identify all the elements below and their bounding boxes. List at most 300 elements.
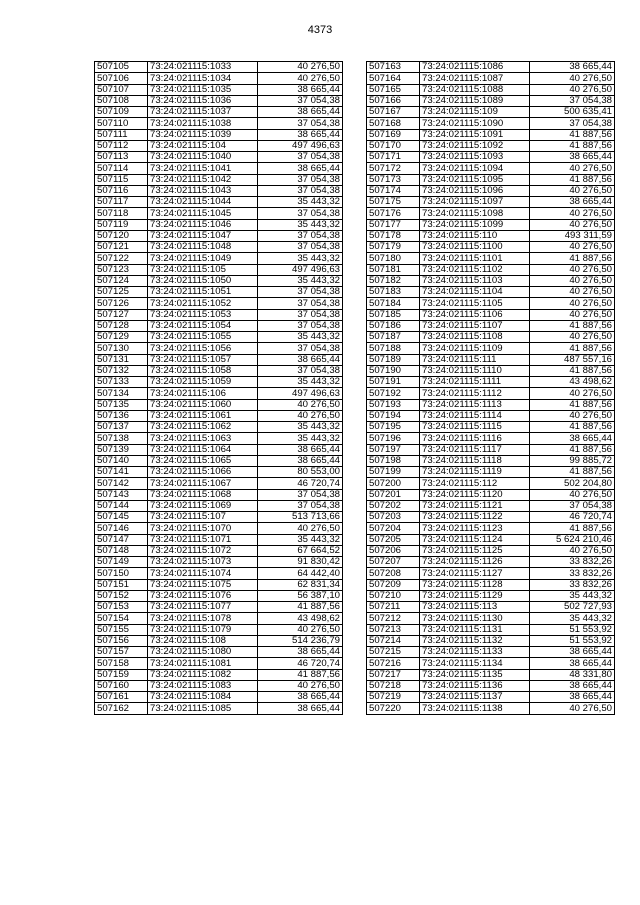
table-row — [95, 107, 343, 118]
cadastral-number-cell: 73:24:021115:109 — [420, 107, 530, 118]
cadastral-value-cell: 40 276,50 — [530, 185, 615, 196]
cadastral-number-cell: 73:24:021115:1058 — [148, 365, 258, 376]
cadastral-value-cell: 35 443,32 — [530, 590, 615, 601]
table-row — [367, 523, 615, 534]
cadastral-value-cell: 37 054,38 — [258, 118, 343, 129]
row-number-cell: 507188 — [367, 343, 420, 354]
row-number-cell: 507128 — [95, 320, 148, 331]
cadastral-number-cell: 73:24:021115:1064 — [148, 444, 258, 455]
table-row — [95, 118, 343, 129]
cadastral-value-cell: 38 665,44 — [258, 647, 343, 658]
cadastral-number-cell: 73:24:021115:1123 — [420, 523, 530, 534]
table-row — [367, 624, 615, 635]
row-number-cell: 507157 — [95, 647, 148, 658]
row-number-cell: 507151 — [95, 579, 148, 590]
right-register-table — [366, 61, 615, 715]
table-row — [367, 107, 615, 118]
cadastral-value-cell: 46 720,74 — [258, 658, 343, 669]
cadastral-number-cell: 73:24:021115:111 — [420, 354, 530, 365]
table-row — [367, 152, 615, 163]
cadastral-number-cell: 73:24:021115:110 — [420, 230, 530, 241]
table-row — [95, 185, 343, 196]
row-number-cell: 507161 — [95, 692, 148, 703]
table-row — [95, 647, 343, 658]
cadastral-value-cell: 91 830,42 — [258, 557, 343, 568]
row-number-cell: 507153 — [95, 602, 148, 613]
cadastral-number-cell: 73:24:021115:1076 — [148, 590, 258, 601]
row-number-cell: 507143 — [95, 489, 148, 500]
cadastral-number-cell: 73:24:021115:1066 — [148, 467, 258, 478]
cadastral-value-cell: 40 276,50 — [258, 62, 343, 73]
left-register-table — [94, 61, 343, 715]
cadastral-number-cell: 73:24:021115:1059 — [148, 377, 258, 388]
row-number-cell: 507172 — [367, 163, 420, 174]
cadastral-number-cell: 73:24:021115:1057 — [148, 354, 258, 365]
row-number-cell: 507148 — [95, 545, 148, 556]
row-number-cell: 507191 — [367, 377, 420, 388]
cadastral-number-cell: 73:24:021115:1114 — [420, 410, 530, 421]
cadastral-value-cell: 487 557,16 — [530, 354, 615, 365]
table-row — [95, 433, 343, 444]
cadastral-value-cell: 40 276,50 — [258, 73, 343, 84]
cadastral-number-cell: 73:24:021115:1047 — [148, 230, 258, 241]
cadastral-number-cell: 73:24:021115:1129 — [420, 590, 530, 601]
cadastral-value-cell: 62 831,34 — [258, 579, 343, 590]
row-number-cell: 507196 — [367, 433, 420, 444]
row-number-cell: 507218 — [367, 680, 420, 691]
table-row — [367, 140, 615, 151]
cadastral-number-cell: 73:24:021115:1119 — [420, 467, 530, 478]
cadastral-value-cell: 35 443,32 — [258, 197, 343, 208]
row-number-cell: 507183 — [367, 287, 420, 298]
table-row — [367, 73, 615, 84]
row-number-cell: 507206 — [367, 545, 420, 556]
cadastral-number-cell: 73:24:021115:1035 — [148, 84, 258, 95]
row-number-cell: 507204 — [367, 523, 420, 534]
table-row — [367, 174, 615, 185]
cadastral-value-cell: 56 387,10 — [258, 590, 343, 601]
table-row — [95, 73, 343, 84]
table-row — [367, 242, 615, 253]
cadastral-number-cell: 73:24:021115:1078 — [148, 613, 258, 624]
cadastral-value-cell: 64 442,40 — [258, 568, 343, 579]
row-number-cell: 507212 — [367, 613, 420, 624]
cadastral-number-cell: 73:24:021115:1085 — [148, 703, 258, 714]
cadastral-value-cell: 38 665,44 — [530, 658, 615, 669]
row-number-cell: 507220 — [367, 703, 420, 714]
row-number-cell: 507173 — [367, 174, 420, 185]
row-number-cell: 507131 — [95, 354, 148, 365]
table-row — [95, 197, 343, 208]
cadastral-value-cell: 37 054,38 — [258, 365, 343, 376]
cadastral-number-cell: 73:24:021115:1116 — [420, 433, 530, 444]
cadastral-value-cell: 37 054,38 — [258, 500, 343, 511]
cadastral-number-cell: 73:24:021115:1061 — [148, 410, 258, 421]
cadastral-value-cell: 497 496,63 — [258, 140, 343, 151]
table-row — [367, 557, 615, 568]
row-number-cell: 507158 — [95, 658, 148, 669]
cadastral-value-cell: 35 443,32 — [258, 377, 343, 388]
cadastral-value-cell: 38 665,44 — [258, 692, 343, 703]
table-row — [367, 118, 615, 129]
cadastral-number-cell: 73:24:021115:1053 — [148, 309, 258, 320]
cadastral-value-cell: 38 665,44 — [530, 197, 615, 208]
cadastral-value-cell: 41 887,56 — [530, 343, 615, 354]
table-row — [367, 590, 615, 601]
cadastral-value-cell: 46 720,74 — [258, 478, 343, 489]
table-row — [95, 242, 343, 253]
table-row — [367, 365, 615, 376]
table-row — [367, 478, 615, 489]
table-row — [367, 253, 615, 264]
row-number-cell: 507124 — [95, 275, 148, 286]
table-row — [95, 219, 343, 230]
cadastral-value-cell: 37 054,38 — [258, 230, 343, 241]
cadastral-value-cell: 38 665,44 — [530, 433, 615, 444]
table-row — [95, 140, 343, 151]
table-row — [367, 658, 615, 669]
table-row — [367, 422, 615, 433]
cadastral-value-cell: 48 331,80 — [530, 669, 615, 680]
cadastral-number-cell: 73:24:021115:1107 — [420, 320, 530, 331]
cadastral-number-cell: 73:24:021115:1088 — [420, 84, 530, 95]
cadastral-value-cell: 33 832,26 — [530, 568, 615, 579]
cadastral-number-cell: 73:24:021115:1039 — [148, 129, 258, 140]
cadastral-number-cell: 73:24:021115:1111 — [420, 377, 530, 388]
cadastral-number-cell: 73:24:021115:1124 — [420, 534, 530, 545]
row-number-cell: 507121 — [95, 242, 148, 253]
row-number-cell: 507110 — [95, 118, 148, 129]
cadastral-value-cell: 40 276,50 — [530, 309, 615, 320]
row-number-cell: 507136 — [95, 410, 148, 421]
cadastral-number-cell: 73:24:021115:1121 — [420, 500, 530, 511]
table-row — [367, 332, 615, 343]
cadastral-value-cell: 37 054,38 — [258, 343, 343, 354]
row-number-cell: 507169 — [367, 129, 420, 140]
table-row — [367, 298, 615, 309]
row-number-cell: 507144 — [95, 500, 148, 511]
table-row — [95, 658, 343, 669]
row-number-cell: 507205 — [367, 534, 420, 545]
row-number-cell: 507146 — [95, 523, 148, 534]
row-number-cell: 507109 — [95, 107, 148, 118]
table-row — [367, 264, 615, 275]
row-number-cell: 507135 — [95, 399, 148, 410]
cadastral-value-cell: 38 665,44 — [258, 703, 343, 714]
row-number-cell: 507171 — [367, 152, 420, 163]
cadastral-number-cell: 73:24:021115:105 — [148, 264, 258, 275]
row-number-cell: 507192 — [367, 388, 420, 399]
cadastral-number-cell: 73:24:021115:1052 — [148, 298, 258, 309]
cadastral-number-cell: 73:24:021115:1128 — [420, 579, 530, 590]
cadastral-number-cell: 73:24:021115:1130 — [420, 613, 530, 624]
cadastral-value-cell: 37 054,38 — [530, 95, 615, 106]
table-row — [95, 275, 343, 286]
cadastral-number-cell: 73:24:021115:1115 — [420, 422, 530, 433]
row-number-cell: 507142 — [95, 478, 148, 489]
cadastral-number-cell: 73:24:021115:1106 — [420, 309, 530, 320]
cadastral-value-cell: 40 276,50 — [530, 242, 615, 253]
row-number-cell: 507162 — [95, 703, 148, 714]
cadastral-number-cell: 73:24:021115:1070 — [148, 523, 258, 534]
table-row — [95, 478, 343, 489]
table-row — [367, 433, 615, 444]
row-number-cell: 507208 — [367, 568, 420, 579]
row-number-cell: 507175 — [367, 197, 420, 208]
cadastral-number-cell: 73:24:021115:1060 — [148, 399, 258, 410]
row-number-cell: 507139 — [95, 444, 148, 455]
cadastral-number-cell: 73:24:021115:1044 — [148, 197, 258, 208]
table-row — [367, 602, 615, 613]
row-number-cell: 507199 — [367, 467, 420, 478]
table-row — [95, 523, 343, 534]
cadastral-number-cell: 73:24:021115:1054 — [148, 320, 258, 331]
row-number-cell: 507149 — [95, 557, 148, 568]
cadastral-value-cell: 41 887,56 — [530, 129, 615, 140]
table-row — [367, 545, 615, 556]
row-number-cell: 507217 — [367, 669, 420, 680]
cadastral-value-cell: 37 054,38 — [258, 320, 343, 331]
table-row — [95, 354, 343, 365]
table-row — [95, 444, 343, 455]
cadastral-value-cell: 493 311,59 — [530, 230, 615, 241]
table-row — [367, 692, 615, 703]
table-row — [367, 197, 615, 208]
cadastral-number-cell: 73:24:021115:1120 — [420, 489, 530, 500]
table-row — [95, 152, 343, 163]
cadastral-value-cell: 40 276,50 — [530, 264, 615, 275]
cadastral-number-cell: 73:24:021115:1112 — [420, 388, 530, 399]
cadastral-value-cell: 41 887,56 — [530, 320, 615, 331]
cadastral-value-cell: 500 635,41 — [530, 107, 615, 118]
row-number-cell: 507176 — [367, 208, 420, 219]
cadastral-number-cell: 73:24:021115:1049 — [148, 253, 258, 264]
row-number-cell: 507163 — [367, 62, 420, 73]
row-number-cell: 507108 — [95, 95, 148, 106]
cadastral-value-cell: 40 276,50 — [530, 332, 615, 343]
table-row — [367, 185, 615, 196]
table-row — [95, 309, 343, 320]
table-row — [367, 95, 615, 106]
table-row — [95, 557, 343, 568]
cadastral-value-cell: 35 443,32 — [258, 534, 343, 545]
row-number-cell: 507185 — [367, 309, 420, 320]
table-row — [367, 287, 615, 298]
row-number-cell: 507181 — [367, 264, 420, 275]
cadastral-value-cell: 38 665,44 — [258, 455, 343, 466]
cadastral-value-cell: 502 727,93 — [530, 602, 615, 613]
table-row — [367, 534, 615, 545]
row-number-cell: 507145 — [95, 512, 148, 523]
cadastral-number-cell: 73:24:021115:1080 — [148, 647, 258, 658]
row-number-cell: 507114 — [95, 163, 148, 174]
row-number-cell: 507216 — [367, 658, 420, 669]
table-row — [95, 287, 343, 298]
table-row — [367, 669, 615, 680]
cadastral-value-cell: 40 276,50 — [530, 298, 615, 309]
cadastral-number-cell: 73:24:021115:1136 — [420, 680, 530, 691]
row-number-cell: 507213 — [367, 624, 420, 635]
row-number-cell: 507179 — [367, 242, 420, 253]
table-row — [95, 635, 343, 646]
row-number-cell: 507140 — [95, 455, 148, 466]
table-row — [95, 399, 343, 410]
cadastral-number-cell: 73:24:021115:1127 — [420, 568, 530, 579]
cadastral-number-cell: 73:24:021115:1132 — [420, 635, 530, 646]
cadastral-number-cell: 73:24:021115:1074 — [148, 568, 258, 579]
table-row — [367, 613, 615, 624]
table-row — [367, 84, 615, 95]
cadastral-value-cell: 41 887,56 — [258, 669, 343, 680]
table-row — [95, 253, 343, 264]
cadastral-value-cell: 40 276,50 — [530, 73, 615, 84]
table-row — [367, 219, 615, 230]
cadastral-value-cell: 35 443,32 — [530, 613, 615, 624]
row-number-cell: 507174 — [367, 185, 420, 196]
cadastral-value-cell: 40 276,50 — [530, 84, 615, 95]
cadastral-number-cell: 73:24:021115:1125 — [420, 545, 530, 556]
row-number-cell: 507159 — [95, 669, 148, 680]
cadastral-number-cell: 73:24:021115:1098 — [420, 208, 530, 219]
row-number-cell: 507193 — [367, 399, 420, 410]
row-number-cell: 507154 — [95, 613, 148, 624]
table-row — [95, 692, 343, 703]
cadastral-number-cell: 73:24:021115:1034 — [148, 73, 258, 84]
cadastral-value-cell: 40 276,50 — [258, 680, 343, 691]
cadastral-number-cell: 73:24:021115:1071 — [148, 534, 258, 545]
cadastral-number-cell: 73:24:021115:1103 — [420, 275, 530, 286]
cadastral-number-cell: 73:24:021115:1105 — [420, 298, 530, 309]
cadastral-value-cell: 38 665,44 — [258, 444, 343, 455]
cadastral-value-cell: 514 236,79 — [258, 635, 343, 646]
cadastral-value-cell: 38 665,44 — [258, 354, 343, 365]
table-row — [367, 275, 615, 286]
page-number: 4373 — [307, 24, 333, 36]
cadastral-number-cell: 73:24:021115:1100 — [420, 242, 530, 253]
table-row — [95, 455, 343, 466]
row-number-cell: 507133 — [95, 377, 148, 388]
table-row — [95, 467, 343, 478]
cadastral-number-cell: 73:24:021115:1102 — [420, 264, 530, 275]
table-row — [95, 590, 343, 601]
table-row — [95, 377, 343, 388]
table-row — [367, 163, 615, 174]
row-number-cell: 507132 — [95, 365, 148, 376]
row-number-cell: 507189 — [367, 354, 420, 365]
table-row — [367, 388, 615, 399]
row-number-cell: 507197 — [367, 444, 420, 455]
cadastral-value-cell: 37 054,38 — [258, 287, 343, 298]
cadastral-number-cell: 73:24:021115:1065 — [148, 455, 258, 466]
table-row — [367, 703, 615, 714]
table-row — [95, 579, 343, 590]
cadastral-value-cell: 67 664,52 — [258, 545, 343, 556]
row-number-cell: 507137 — [95, 422, 148, 433]
table-row — [367, 230, 615, 241]
cadastral-number-cell: 73:24:021115:1042 — [148, 174, 258, 185]
row-number-cell: 507117 — [95, 197, 148, 208]
cadastral-number-cell: 73:24:021115:1108 — [420, 332, 530, 343]
row-number-cell: 507160 — [95, 680, 148, 691]
cadastral-value-cell: 40 276,50 — [530, 489, 615, 500]
cadastral-value-cell: 35 443,32 — [258, 332, 343, 343]
cadastral-number-cell: 73:24:021115:1056 — [148, 343, 258, 354]
cadastral-number-cell: 73:24:021115:1037 — [148, 107, 258, 118]
row-number-cell: 507126 — [95, 298, 148, 309]
table-row — [367, 399, 615, 410]
cadastral-number-cell: 73:24:021115:106 — [148, 388, 258, 399]
row-number-cell: 507107 — [95, 84, 148, 95]
cadastral-number-cell: 73:24:021115:1137 — [420, 692, 530, 703]
cadastral-number-cell: 73:24:021115:1104 — [420, 287, 530, 298]
table-row — [367, 467, 615, 478]
cadastral-number-cell: 73:24:021115:1067 — [148, 478, 258, 489]
cadastral-value-cell: 38 665,44 — [530, 692, 615, 703]
cadastral-value-cell: 40 276,50 — [530, 219, 615, 230]
table-row — [95, 512, 343, 523]
row-number-cell: 507150 — [95, 568, 148, 579]
cadastral-value-cell: 40 276,50 — [258, 399, 343, 410]
table-row — [95, 129, 343, 140]
cadastral-value-cell: 41 887,56 — [530, 365, 615, 376]
cadastral-value-cell: 40 276,50 — [258, 410, 343, 421]
cadastral-number-cell: 73:24:021115:1101 — [420, 253, 530, 264]
cadastral-number-cell: 73:24:021115:1117 — [420, 444, 530, 455]
cadastral-value-cell: 35 443,32 — [258, 253, 343, 264]
table-row — [367, 320, 615, 331]
row-number-cell: 507201 — [367, 489, 420, 500]
cadastral-number-cell: 73:24:021115:112 — [420, 478, 530, 489]
cadastral-number-cell: 73:24:021115:1082 — [148, 669, 258, 680]
row-number-cell: 507166 — [367, 95, 420, 106]
table-row — [367, 647, 615, 658]
row-number-cell: 507155 — [95, 624, 148, 635]
cadastral-value-cell: 40 276,50 — [530, 287, 615, 298]
cadastral-value-cell: 33 832,26 — [530, 557, 615, 568]
table-row — [95, 703, 343, 714]
table-row — [95, 680, 343, 691]
cadastral-number-cell: 73:24:021115:1122 — [420, 512, 530, 523]
row-number-cell: 507187 — [367, 332, 420, 343]
table-row — [367, 129, 615, 140]
cadastral-value-cell: 35 443,32 — [258, 275, 343, 286]
row-number-cell: 507106 — [95, 73, 148, 84]
cadastral-value-cell: 502 204,80 — [530, 478, 615, 489]
cadastral-value-cell: 497 496,63 — [258, 388, 343, 399]
cadastral-value-cell: 40 276,50 — [258, 624, 343, 635]
row-number-cell: 507164 — [367, 73, 420, 84]
table-row — [367, 635, 615, 646]
cadastral-value-cell: 41 887,56 — [530, 174, 615, 185]
cadastral-number-cell: 73:24:021115:1096 — [420, 185, 530, 196]
cadastral-value-cell: 38 665,44 — [258, 129, 343, 140]
cadastral-number-cell: 73:24:021115:1113 — [420, 399, 530, 410]
cadastral-number-cell: 73:24:021115:1099 — [420, 219, 530, 230]
cadastral-number-cell: 73:24:021115:1138 — [420, 703, 530, 714]
row-number-cell: 507202 — [367, 500, 420, 511]
cadastral-value-cell: 40 276,50 — [258, 523, 343, 534]
cadastral-number-cell: 73:24:021115:1041 — [148, 163, 258, 174]
cadastral-number-cell: 73:24:021115:1089 — [420, 95, 530, 106]
row-number-cell: 507182 — [367, 275, 420, 286]
cadastral-number-cell: 73:24:021115:1075 — [148, 579, 258, 590]
row-number-cell: 507111 — [95, 129, 148, 140]
cadastral-value-cell: 51 553,92 — [530, 624, 615, 635]
cadastral-value-cell: 37 054,38 — [258, 208, 343, 219]
table-row — [95, 95, 343, 106]
cadastral-number-cell: 73:24:021115:1091 — [420, 129, 530, 140]
cadastral-value-cell: 37 054,38 — [258, 95, 343, 106]
